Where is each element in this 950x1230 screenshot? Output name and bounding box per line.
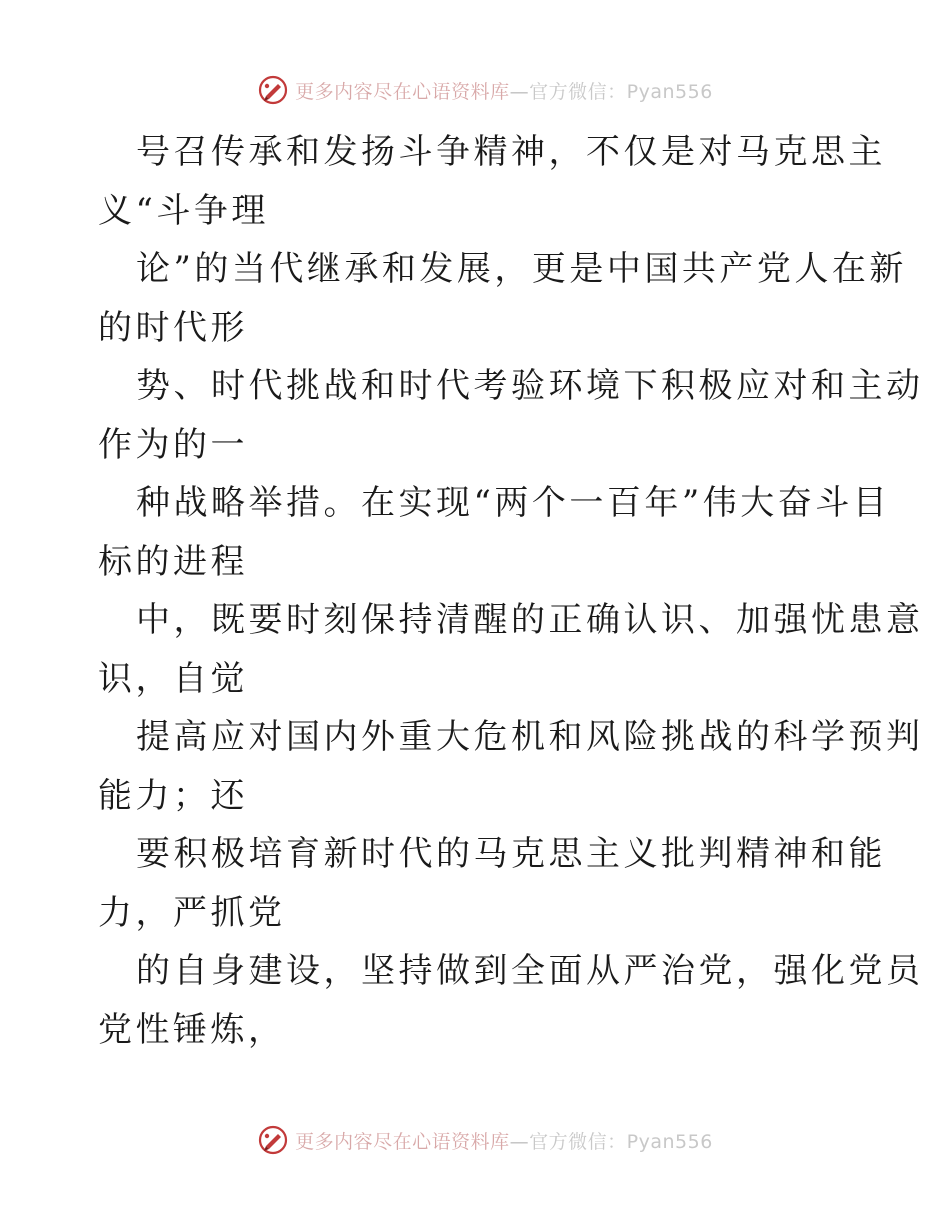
footer-banner-wechat: 官方微信：Pyan556 — [529, 1130, 713, 1153]
body-line: 的时代形 — [98, 307, 248, 348]
header-banner-wechat: 官方微信：Pyan556 — [529, 80, 713, 103]
body-line: 识，自觉 — [98, 658, 248, 699]
body-line: 势、时代挑战和时代考验环境下积极应对和主动 — [136, 366, 924, 406]
header-banner-main: 更多内容尽在心语资料库 — [295, 80, 510, 103]
body-line: 义“斗争理 — [98, 190, 269, 231]
footer-banner-inner — [257, 1124, 713, 1156]
body-line: 党性锤炼， — [98, 1009, 286, 1050]
footer-banner-main: 更多内容尽在心语资料库 — [295, 1130, 510, 1153]
document-body — [98, 123, 924, 1059]
body-line: 标的进程 — [98, 541, 248, 582]
body-line: 的自身建设，坚持做到全面从严治党，强化党员 — [136, 951, 924, 991]
header-watermark-banner — [0, 70, 950, 110]
body-line: 力，严抓党 — [98, 892, 286, 933]
body-line: 种战略举措。在实现“两个一百年”伟大奋斗目 — [136, 483, 891, 523]
header-banner-inner — [257, 74, 713, 106]
body-line: 要积极培育新时代的马克思主义批判精神和能 — [136, 834, 886, 874]
pen-logo-icon — [257, 74, 289, 106]
body-line: 能力；还 — [98, 775, 248, 816]
header-banner-text — [295, 77, 713, 104]
footer-banner-text — [295, 1127, 713, 1154]
body-line: 论”的当代继承和发展，更是中国共产党人在新 — [136, 249, 907, 289]
body-line: 提高应对国内外重大危机和风险挑战的科学预判 — [136, 717, 924, 757]
body-line: 号召传承和发扬斗争精神，不仅是对马克思主 — [136, 132, 886, 172]
header-banner-separator: — — [509, 80, 530, 103]
body-line: 作为的一 — [98, 424, 248, 465]
body-line: 中，既要时刻保持清醒的正确认识、加强忧患意 — [136, 600, 924, 640]
footer-watermark-banner — [0, 1120, 950, 1160]
footer-banner-separator: — — [509, 1130, 530, 1153]
pen-logo-icon — [257, 1124, 289, 1156]
